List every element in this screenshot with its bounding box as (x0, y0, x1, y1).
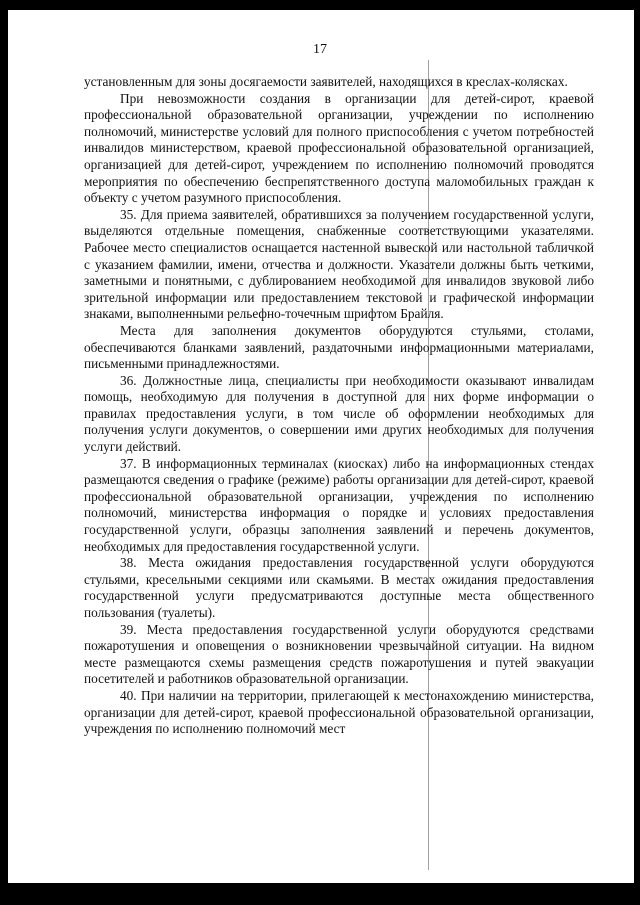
paragraph: 39. Места предоставления государственной услуги оборудуются средствами пожаротушения и оповещения о возникновении чрезвычайной ситуации. На видном месте размещаются схемы размещения средств пожаротушения и путей эвакуации посетителей и работников образовательной организации. (84, 621, 594, 687)
paragraph: Места для заполнения документов оборудуются стульями, столами, обеспечиваются бланками заявлений, раздаточными информационными материалами, письменными принадлежностями. (84, 322, 594, 372)
paragraph: 36. Должностные лица, специалисты при необходимости оказывают инвалидам помощь, необходимую для получения в доступной для них форме информации о правилах предоставления услуги, в том числе об оформлении необходимых для получения услуги документов, о совершении ими других необходимых для получения услуги действий. (84, 372, 594, 455)
scan-border-left (0, 0, 8, 905)
scan-border-bottom (0, 883, 640, 905)
paragraph: 35. Для приема заявителей, обратившихся за получением государственной услуги, выделяются отдельные помещения, снабженные соответствующими указателями. Рабочее место специалистов оснащается настенной вывеской или настольной табличкой с указанием фамилии, имени, отчества и должности. Указатели должны быть четкими, заметными и понятными, с дублированием необходимой для инвалидов звуковой либо зрительной информации или предоставлением текстовой и графической информации знаками, выполненными рельефно-точечным шрифтом Брайля. (84, 206, 594, 322)
document-body (84, 74, 594, 738)
page-number: 17 (313, 42, 327, 57)
scan-border-top (0, 0, 640, 10)
scan-border-right (634, 0, 640, 905)
paragraph: установленным для зоны досягаемости заявителей, находящихся в креслах-колясках. (84, 74, 568, 89)
paragraph: 37. В информационных терминалах (киосках) либо на информационных стендах размещаются сведения о графике (режиме) работы организации для детей-сирот, краевой профессиональной образовательной организации, учреждения по исполнению полномочий, министерства информация о порядке и условиях предоставления государственной услуги, образцы заполнения заявлений и перечень документов, необходимых для предоставления государственной услуги. (84, 455, 594, 554)
paragraph: 40. При наличии на территории, прилегающей к местонахождению министерства, организации для детей-сирот, краевой профессиональной образовательной организации, учреждения по исполнению полномочий мест (84, 687, 594, 737)
paragraph: 38. Места ожидания предоставления государственной услуги оборудуются стульями, кресельными секциями или скамьями. В местах ожидания предоставления государственной услуги предусматриваются доступные места общественного пользования (туалеты). (84, 555, 594, 620)
paragraph: При невозможности создания в организации для детей-сирот, краевой профессиональной образовательной организации, учреждении по исполнению полномочий, министерстве условий для полного приспособления с учетом потребностей инвалидов министерством, краевой профессиональной образовательной организацией, организацией для детей-сирот, учреждением по исполнению полномочий проводятся мероприятия по обеспечению беспрепятственного доступа маломобильных граждан к объекту с учетом разумного приспособления. (84, 90, 594, 206)
